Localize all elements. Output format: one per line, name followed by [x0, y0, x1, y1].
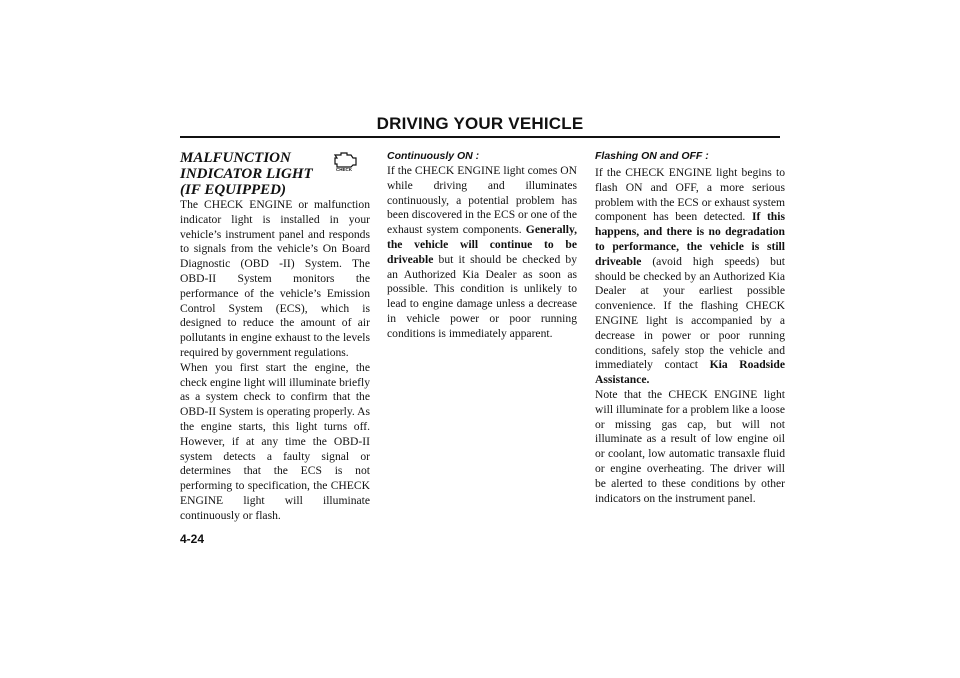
col2-bold-1: Generally, the vehicle will continue to be driveable	[387, 223, 577, 266]
col3-text-1: If the CHECK ENGINE light begins to flash ON and OFF, a more serious problem with the ECS or exhaust system component has been detected.	[595, 166, 785, 224]
page-header-title: DRIVING YOUR VEHICLE	[376, 114, 584, 133]
section-title-line-2: INDICATOR LIGHT	[180, 166, 313, 182]
header-rule	[180, 136, 780, 138]
continuously-on-heading: Continuously ON :	[387, 150, 480, 162]
section-title-block	[180, 150, 370, 198]
section-title-line-3: (IF EQUIPPED)	[180, 182, 286, 198]
page-number: 4-24	[180, 532, 205, 546]
col1-paragraph-1: The CHECK ENGINE or malfunction indicator light is installed in your vehicle’s instrument panel and responds to signals from the vehicle’s On Board Diagnostic (OBD -II) System. The OBD-II System monitors the performance of the vehicle’s Emission Control System (ECS), which is designed to reduce the amount of air pollutants in engine exhaust to the levels required by government regulations.	[180, 198, 370, 359]
check-engine-icon	[330, 150, 358, 172]
col3-text-2: (avoid high speeds) but should be checked by an Authorized Kia Dealer at your earliest possible convenience. If the flashing CHECK ENGINE light is accompanied by a decrease in power or poor running conditions, safely stop the vehicle and immediately contact	[595, 254, 785, 372]
col2-paragraph	[387, 164, 577, 342]
flashing-heading: Flashing ON and OFF :	[595, 150, 709, 162]
section-title-line-1: MALFUNCTION	[180, 150, 291, 166]
section-title	[180, 150, 330, 198]
col3-bold-2: Kia Roadside Assistance.	[595, 358, 785, 387]
col2-text-2: but it should be checked by an Authorized Kia Dealer as soon as possible. This condition is unlikely to lead to engine damage unless a decrease in vehicle power or poor running conditions is immediately apparent.	[387, 252, 577, 340]
col2-text-1: If the CHECK ENGINE light comes ON while driving and illuminates continuously, a potential problem has been discovered in the ECS or one of the exhaust system components.	[387, 164, 577, 237]
column-2	[387, 150, 577, 342]
col3-paragraph-2: Note that the CHECK ENGINE light will illuminate for a problem like a loose or missing gas cap, but will not illuminate as a result of low engine oil or coolant, low automatic transaxle fluid or engine overheating. The driver will be alerted to these conditions by other indicators on the instrument panel.	[595, 387, 785, 505]
column-1	[180, 150, 370, 524]
col3-paragraph-1	[595, 166, 785, 388]
column-3	[595, 150, 785, 506]
col1-paragraph-2: When you first start the engine, the check engine light will illuminate briefly as a system check to confirm that the OBD-II System is operating properly. As the engine starts, this light turns off. However, if at any time the OBD-II system detects a faulty signal or determines that the ECS is not performing to specification, the CHECK ENGINE light will illuminate continuously or flash.	[180, 360, 370, 522]
check-engine-icon-label: CHECK	[335, 167, 353, 172]
col3-bold-1: If this happens, and there is no degradation to performance, the vehicle is still driveable	[595, 210, 785, 268]
